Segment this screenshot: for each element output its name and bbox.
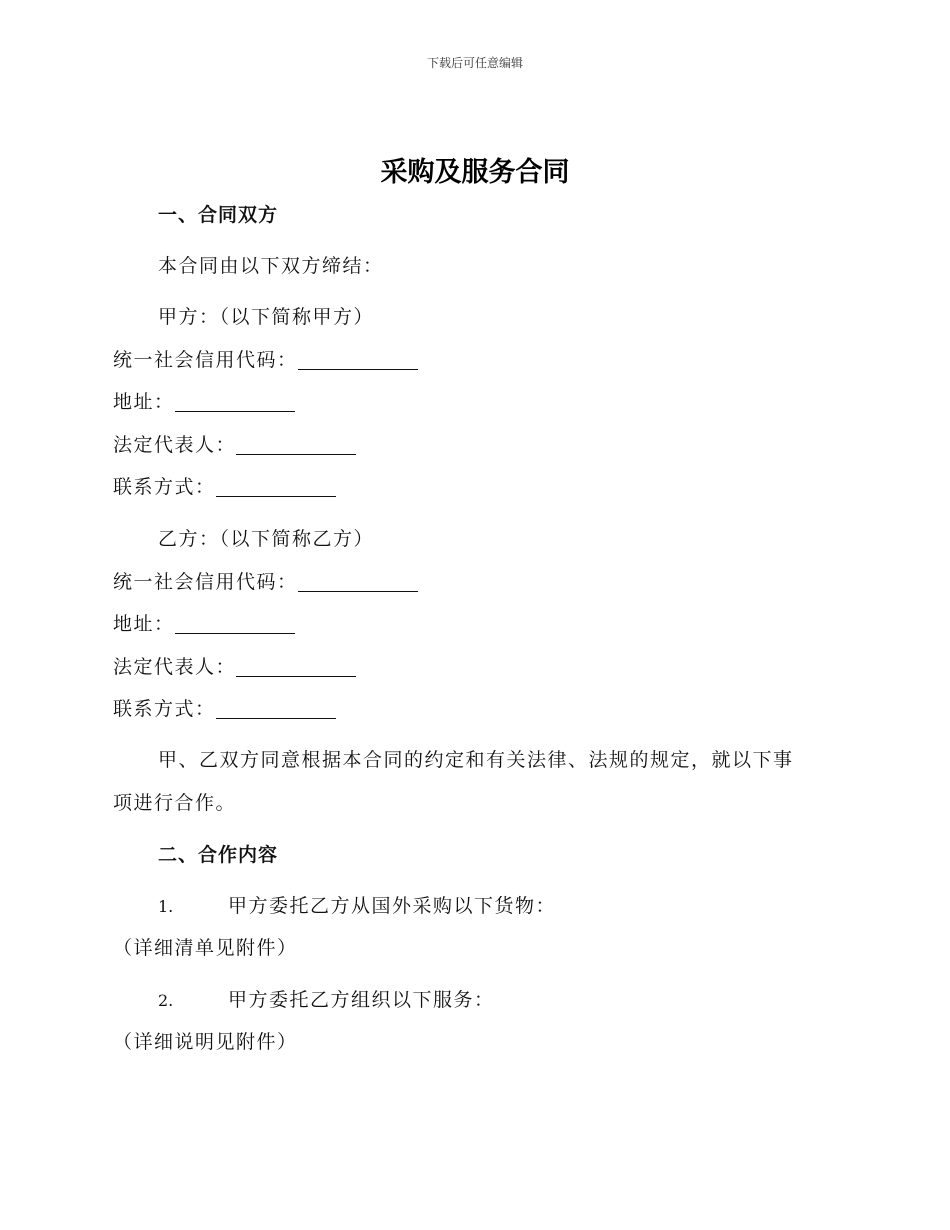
item-2 xyxy=(158,985,495,1012)
blank-line xyxy=(298,351,418,370)
blank-line xyxy=(216,478,336,497)
blank-line xyxy=(236,658,356,677)
party-a-label: 甲方：（以下简称甲方） xyxy=(158,306,375,328)
party-a-contact xyxy=(113,472,336,499)
field-label: 地址： xyxy=(113,391,175,413)
party-b-legal-rep xyxy=(113,652,356,679)
blank-line xyxy=(216,700,336,719)
blank-line xyxy=(175,393,295,412)
field-label: 联系方式： xyxy=(113,698,216,720)
blank-line xyxy=(236,436,356,455)
field-label: 法定代表人： xyxy=(113,656,237,678)
item-text: 甲方委托乙方组织以下服务： xyxy=(228,989,495,1011)
party-a-address xyxy=(113,387,295,414)
party-b-contact xyxy=(113,694,336,721)
field-label: 联系方式： xyxy=(113,476,216,498)
item-2-note: （详细说明见附件） xyxy=(113,1031,298,1053)
agreement-line-1: 甲、乙双方同意根据本合同的约定和有关法律、法规的规定，就以下事 xyxy=(158,749,794,771)
blank-line xyxy=(298,573,418,592)
item-number: 1. xyxy=(158,897,174,916)
item-text: 甲方委托乙方从国外采购以下货物： xyxy=(228,895,557,917)
section1-heading: 一、合同双方 xyxy=(158,204,279,226)
party-b-label: 乙方：（以下简称乙方） xyxy=(158,528,375,550)
party-b-credit-code xyxy=(113,567,418,594)
agreement-line-2: 项进行合作。 xyxy=(113,792,237,814)
party-a-legal-rep xyxy=(113,430,356,457)
section1-intro: 本合同由以下双方缔结： xyxy=(158,255,384,277)
blank-line xyxy=(175,615,295,634)
header-note: 下载后可任意编辑 xyxy=(426,56,523,70)
party-b-address xyxy=(113,609,295,636)
item-number: 2. xyxy=(158,991,174,1010)
party-a-credit-code xyxy=(113,345,418,372)
field-label: 统一社会信用代码： xyxy=(113,571,298,593)
section2-heading: 二、合作内容 xyxy=(158,844,279,866)
item-1-note: （详细清单见附件） xyxy=(113,937,298,959)
field-label: 法定代表人： xyxy=(113,434,237,456)
field-label: 地址： xyxy=(113,613,175,635)
document-title: 采购及服务合同 xyxy=(380,157,570,188)
field-label: 统一社会信用代码： xyxy=(113,349,298,371)
item-1 xyxy=(158,891,556,918)
